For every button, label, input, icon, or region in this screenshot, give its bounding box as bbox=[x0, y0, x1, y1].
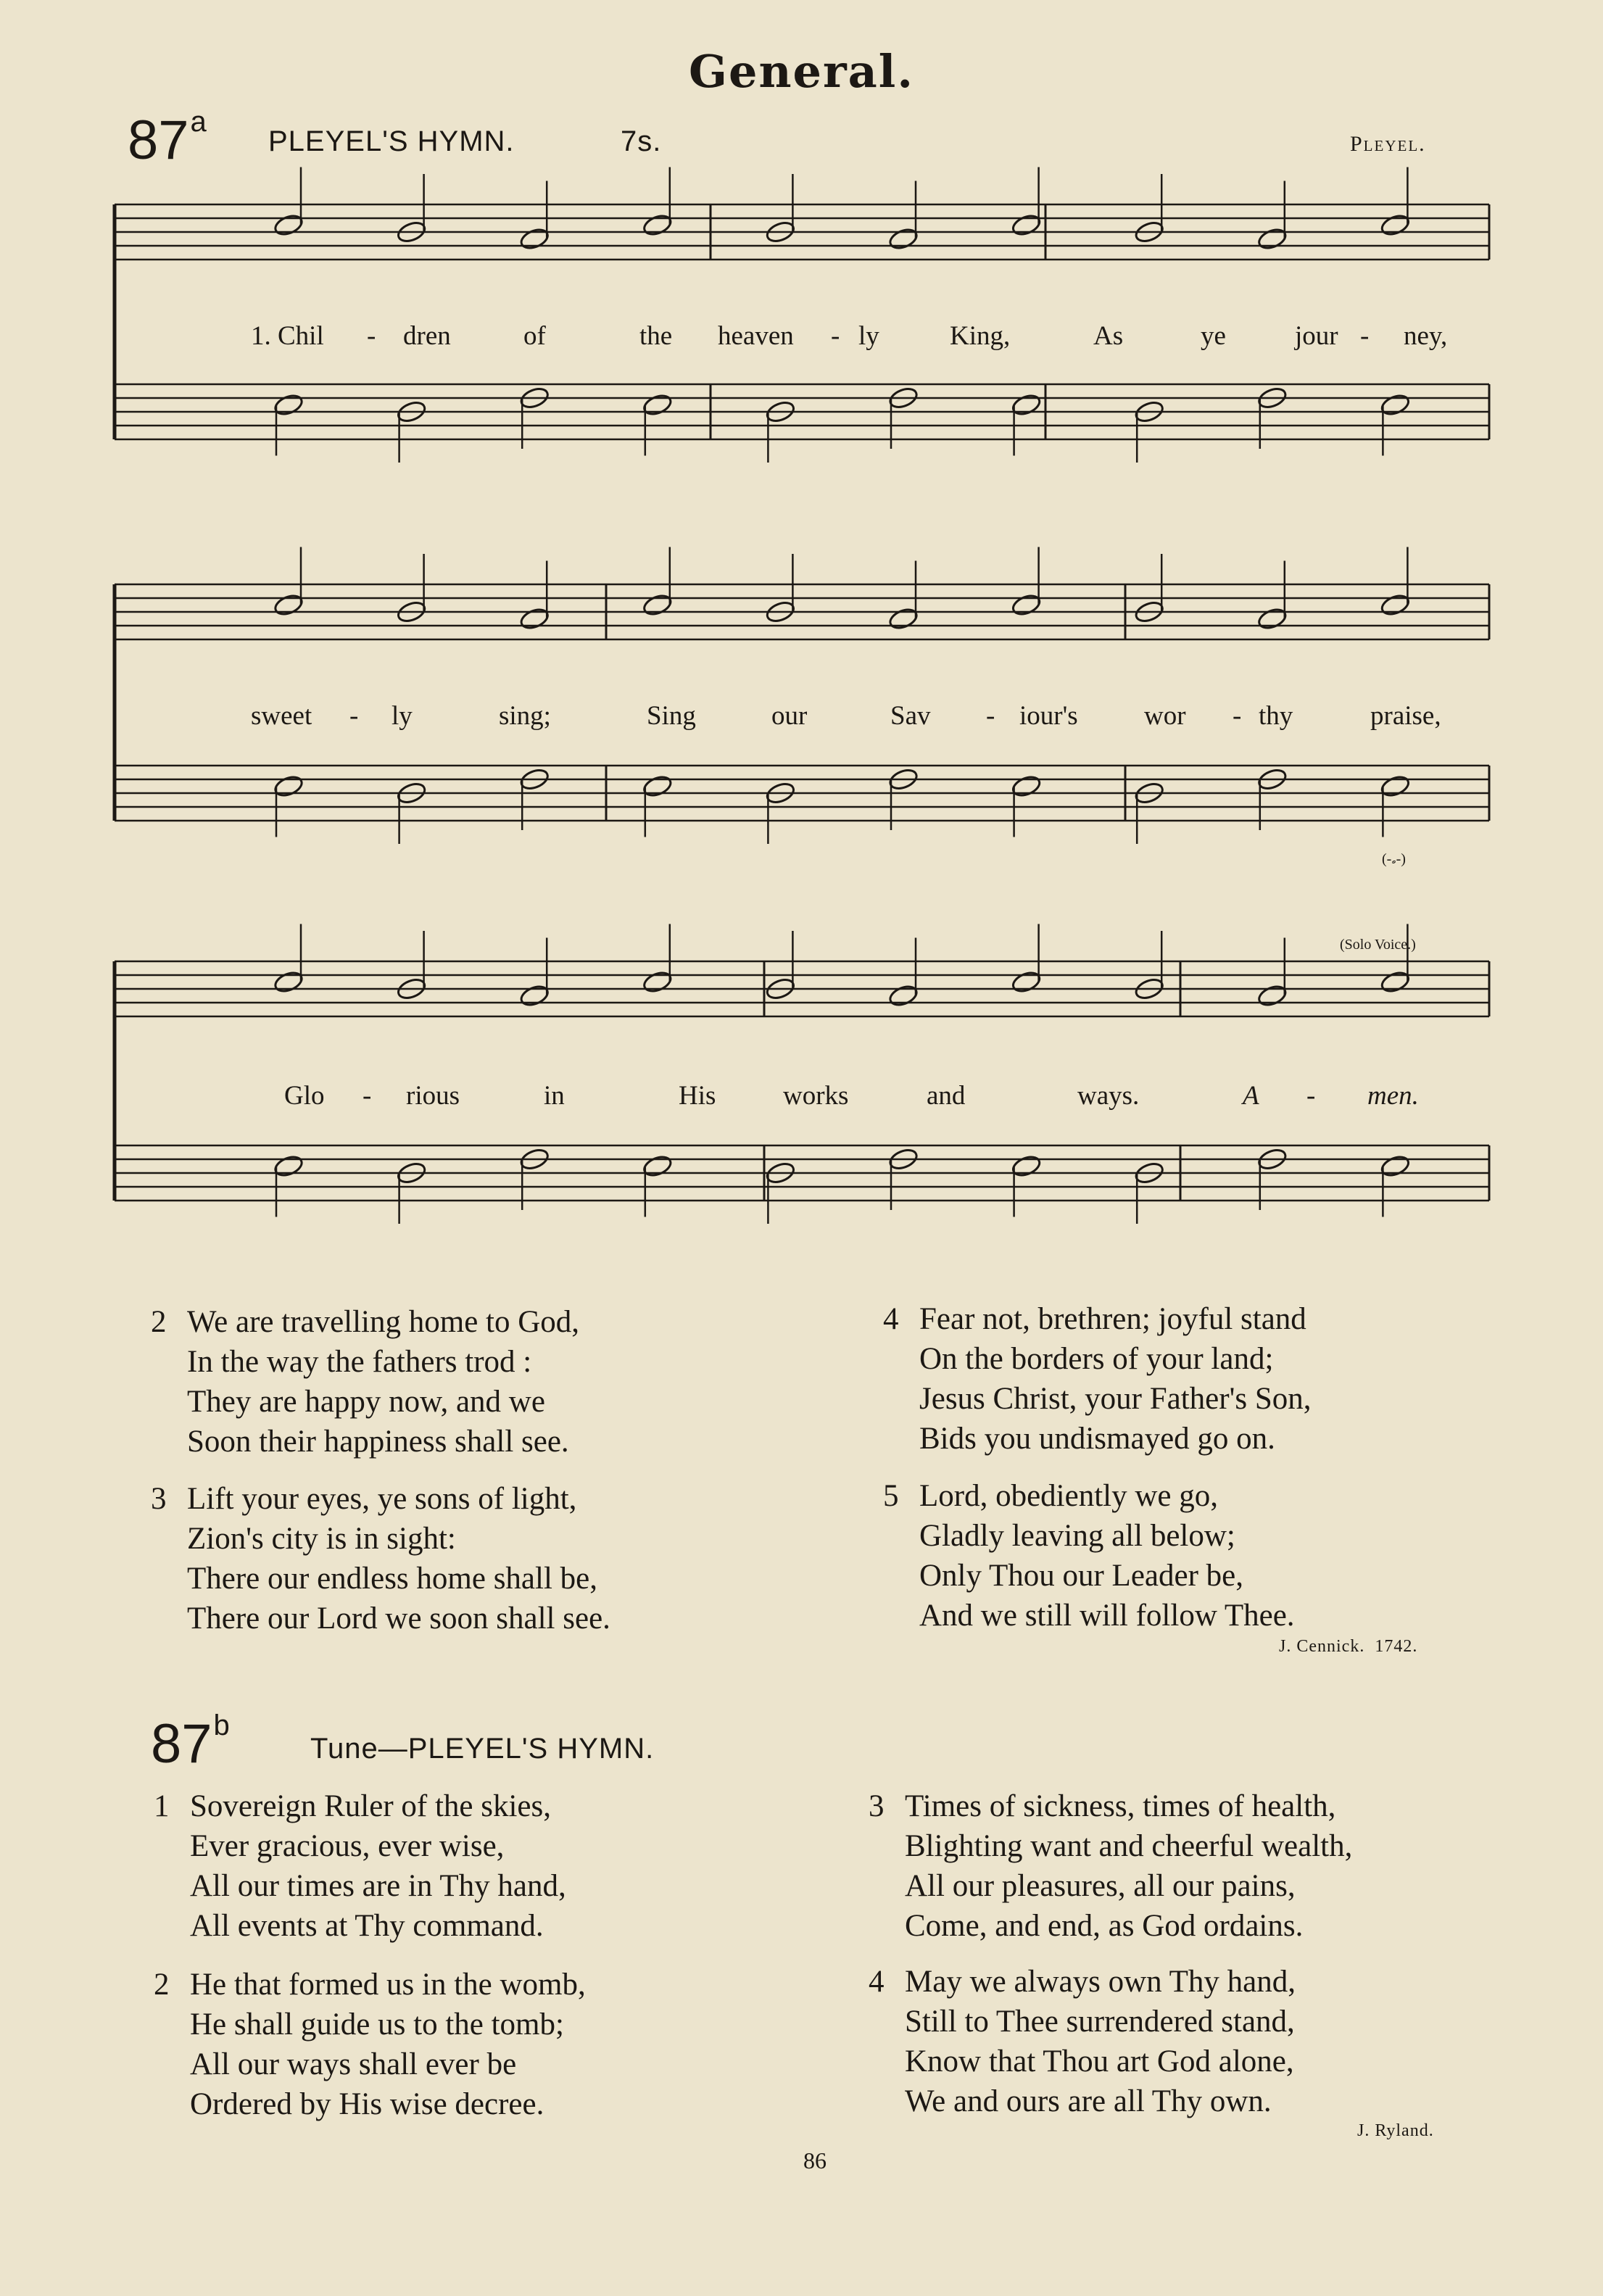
note-head bbox=[1380, 592, 1411, 618]
lyric-syllable: ways. bbox=[1077, 1081, 1140, 1111]
verse-line: Only Thou our Leader be, bbox=[919, 1559, 1243, 1593]
hymn-87b-number bbox=[151, 1709, 230, 1775]
lyric-syllable: Glo bbox=[284, 1081, 325, 1111]
verse-b-3 bbox=[869, 1786, 1352, 1946]
lyric-syllable: praise, bbox=[1370, 701, 1441, 731]
verse-line: We and ours are all Thy own. bbox=[905, 2084, 1272, 2118]
note-head bbox=[1011, 392, 1042, 418]
verse-line: On the borders of your land; bbox=[919, 1342, 1274, 1376]
verse-line: Soon their happiness shall see. bbox=[187, 1425, 569, 1459]
note-head bbox=[887, 983, 919, 1008]
lyric-hyphen: - bbox=[363, 1081, 372, 1111]
lyric-hyphen: - bbox=[1233, 701, 1242, 731]
page-number: 86 bbox=[803, 2147, 827, 2173]
verse-line: Come, and end, as God ordains. bbox=[905, 1909, 1304, 1943]
verse-line: Times of sickness, times of health, bbox=[905, 1789, 1336, 1823]
verse-5 bbox=[883, 1476, 1295, 1636]
verse-line: Lord, obediently we go, bbox=[919, 1479, 1218, 1513]
verse-number: 3 bbox=[869, 1789, 885, 1823]
lyric-syllable: sweet bbox=[251, 701, 312, 731]
verse-2 bbox=[151, 1302, 579, 1462]
lyric-hyphen: - bbox=[831, 321, 840, 351]
hymn-number: 87 bbox=[128, 109, 189, 171]
hymn-suffix: a bbox=[190, 106, 207, 138]
verse-number: 2 bbox=[154, 1968, 170, 2002]
note-head bbox=[1256, 226, 1288, 252]
verse-number: 5 bbox=[883, 1479, 899, 1513]
lyric-hyphen: - bbox=[1360, 321, 1370, 351]
note-head bbox=[642, 212, 673, 238]
note-head bbox=[1380, 392, 1411, 418]
note-head bbox=[887, 226, 919, 252]
note-head bbox=[1011, 969, 1042, 995]
note-head bbox=[518, 226, 550, 252]
hymn-number: 87 bbox=[151, 1713, 212, 1775]
lyric-syllable: wor bbox=[1144, 701, 1186, 731]
note-head bbox=[273, 969, 304, 995]
verse-line: May we always own Thy hand, bbox=[905, 1965, 1296, 1999]
note-head bbox=[273, 592, 304, 618]
bass-alt-note: (-𝅗-) bbox=[1382, 851, 1406, 867]
note-head bbox=[518, 606, 550, 631]
note-head bbox=[642, 392, 673, 418]
lyric-syllable: Sing bbox=[647, 701, 696, 731]
note-head bbox=[1380, 1153, 1411, 1179]
lyric-hyphen: - bbox=[1306, 1081, 1316, 1111]
note-head bbox=[1380, 212, 1411, 238]
lyric-syllable: sing; bbox=[499, 701, 551, 731]
note-head bbox=[1380, 774, 1411, 799]
author-credit-b: J. Ryland. bbox=[1357, 2121, 1434, 2140]
lyric-syllable: 1. Chil bbox=[251, 321, 324, 351]
author-year: 1742. bbox=[1375, 1637, 1418, 1656]
verse-number: 4 bbox=[883, 1302, 899, 1336]
verse-line: Ordered by His wise decree. bbox=[190, 2087, 544, 2121]
note-head bbox=[1011, 1153, 1042, 1179]
note-head bbox=[273, 1153, 304, 1179]
verse-line: All our times are in Thy hand, bbox=[190, 1869, 566, 1903]
hymn-suffix: b bbox=[213, 1709, 230, 1741]
lyric-syllable: King, bbox=[950, 321, 1011, 351]
lyric-syllable: His bbox=[679, 1081, 716, 1111]
verse-line: We are travelling home to God, bbox=[187, 1305, 580, 1339]
lyric-syllable: the bbox=[639, 321, 673, 351]
solo-voice-label: (Solo Voice.) bbox=[1340, 937, 1416, 953]
lyric-syllable: of bbox=[523, 321, 546, 351]
hymn-87a-meter: 7s. bbox=[621, 125, 662, 157]
verse-line: Lift your eyes, ye sons of light, bbox=[187, 1482, 577, 1516]
lyric-syllable: iour's bbox=[1019, 701, 1078, 731]
lyric-syllable: rious bbox=[406, 1081, 460, 1111]
verse-line: Zion's city is in sight: bbox=[187, 1522, 456, 1556]
verse-3 bbox=[151, 1479, 610, 1638]
lyric-syllable: As bbox=[1093, 321, 1124, 351]
lyric-syllable: in bbox=[544, 1081, 565, 1111]
note-head bbox=[1256, 606, 1288, 631]
verse-line: He that formed us in the womb, bbox=[190, 1968, 586, 2002]
note-head bbox=[1011, 774, 1042, 799]
lyric-syllable: jour bbox=[1295, 321, 1338, 351]
verse-line: Blighting want and cheerful wealth, bbox=[905, 1829, 1353, 1863]
verse-line: They are happy now, and we bbox=[187, 1385, 545, 1419]
note-head bbox=[1380, 969, 1411, 995]
verse-line: There our endless home shall be, bbox=[187, 1562, 597, 1596]
lyric-syllable: heaven bbox=[718, 321, 794, 351]
lyric-syllable: ney, bbox=[1404, 321, 1448, 351]
note-head bbox=[887, 606, 919, 631]
verse-b-2 bbox=[154, 1965, 586, 2124]
lyric-syllable: works bbox=[783, 1081, 849, 1111]
note-head bbox=[642, 1153, 673, 1179]
verse-b-1 bbox=[154, 1786, 566, 1946]
hymn-87a-composer: Pleyel. bbox=[1350, 132, 1426, 156]
verse-line: Sovereign Ruler of the skies, bbox=[190, 1789, 551, 1823]
lyric-hyphen: - bbox=[367, 321, 376, 351]
verse-line: Jesus Christ, your Father's Son, bbox=[919, 1382, 1312, 1416]
verse-number: 4 bbox=[869, 1965, 885, 1999]
note-head bbox=[273, 212, 304, 238]
lyric-syllable: ye bbox=[1201, 321, 1226, 351]
verse-line: And we still will follow Thee. bbox=[919, 1599, 1295, 1633]
verse-b-4 bbox=[869, 1962, 1296, 2121]
verse-4 bbox=[883, 1299, 1311, 1459]
lyric-syllable: our bbox=[771, 701, 808, 731]
verse-line: Ever gracious, ever wise, bbox=[190, 1829, 505, 1863]
note-head bbox=[518, 983, 550, 1008]
lyric-syllable: A bbox=[1243, 1081, 1259, 1111]
verse-line: He shall guide us to the tomb; bbox=[190, 2007, 564, 2042]
verse-line: All events at Thy command. bbox=[190, 1909, 544, 1943]
hymn-87a-title: PLEYEL'S HYMN. bbox=[268, 125, 515, 157]
lyric-syllable: and bbox=[927, 1081, 966, 1111]
verse-number: 3 bbox=[151, 1482, 167, 1516]
verse-line: Fear not, brethren; joyful stand bbox=[919, 1302, 1306, 1336]
author-credit bbox=[1279, 1637, 1417, 1657]
section-title: General. bbox=[689, 45, 914, 98]
note-head bbox=[1256, 983, 1288, 1008]
lyric-syllable: men. bbox=[1367, 1081, 1419, 1111]
note-head bbox=[273, 774, 304, 799]
lyric-syllable: dren bbox=[403, 321, 451, 351]
verse-line: All our pleasures, all our pains, bbox=[905, 1869, 1296, 1903]
verse-line: Still to Thee surrendered stand, bbox=[905, 2005, 1295, 2039]
verse-line: There our Lord we soon shall see. bbox=[187, 1601, 610, 1636]
lyric-hyphen: - bbox=[986, 701, 995, 731]
lyric-syllable: thy bbox=[1259, 701, 1293, 731]
note-head bbox=[1011, 592, 1042, 618]
author-name: J. Cennick. bbox=[1279, 1637, 1365, 1656]
lyric-hyphen: - bbox=[349, 701, 359, 731]
verse-line: In the way the fathers trod : bbox=[187, 1345, 532, 1379]
verse-line: Gladly leaving all below; bbox=[919, 1519, 1235, 1553]
lyric-syllable: Sav bbox=[890, 701, 931, 731]
verse-line: Bids you undismayed go on. bbox=[919, 1422, 1275, 1456]
note-head bbox=[642, 774, 673, 799]
note-head bbox=[642, 969, 673, 995]
note-head bbox=[273, 392, 304, 418]
hymn-87b-title: Tune—PLEYEL'S HYMN. bbox=[310, 1733, 655, 1765]
lyric-syllable: ly bbox=[858, 321, 879, 351]
note-head bbox=[642, 592, 673, 618]
verse-number: 2 bbox=[151, 1305, 167, 1339]
verse-line: Know that Thou art God alone, bbox=[905, 2044, 1294, 2079]
lyric-syllable: ly bbox=[392, 701, 413, 731]
verse-line: All our ways shall ever be bbox=[190, 2047, 517, 2081]
verse-number: 1 bbox=[154, 1789, 170, 1823]
note-head bbox=[1011, 212, 1042, 238]
